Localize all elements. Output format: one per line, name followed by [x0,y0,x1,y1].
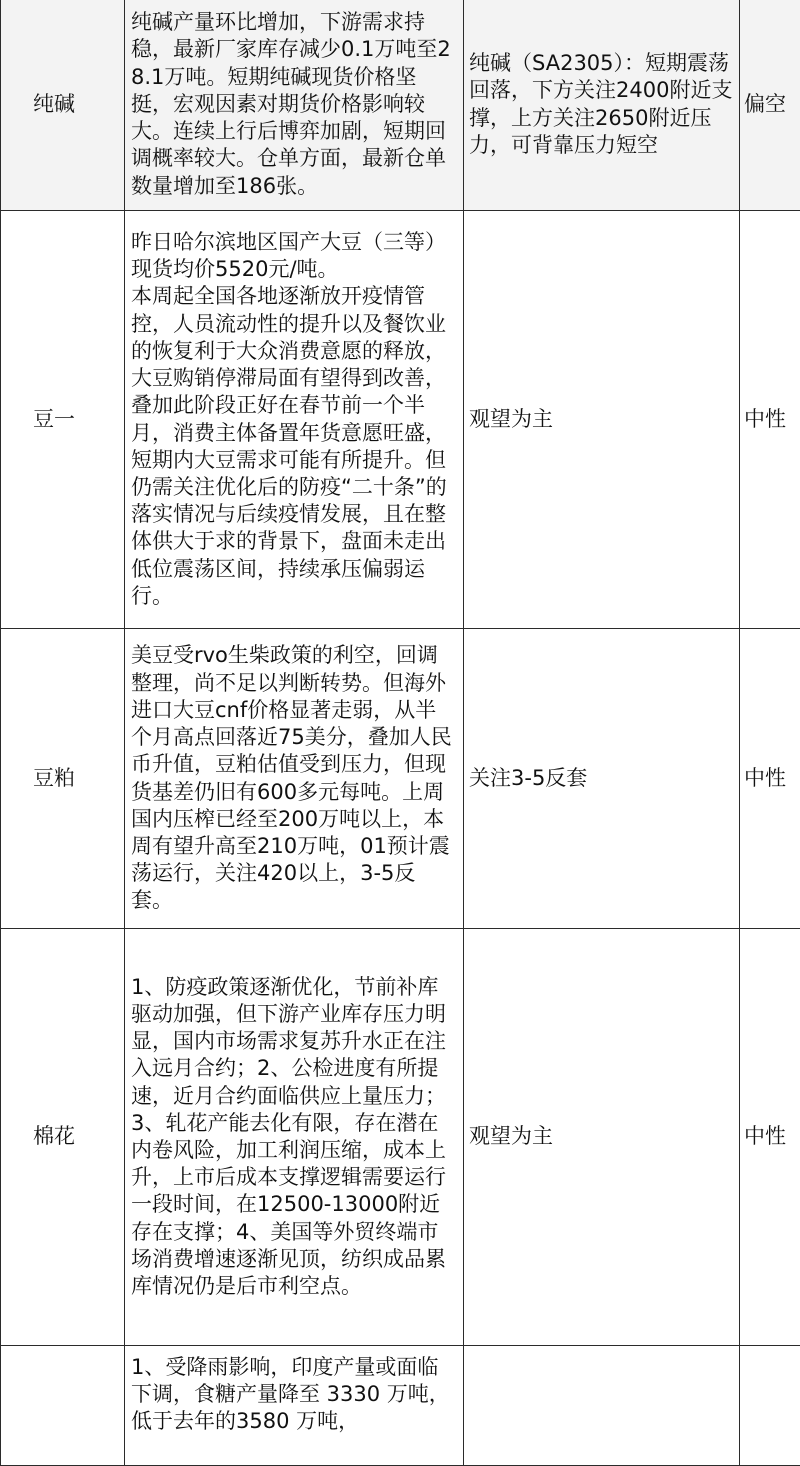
strategy-view: 观望为主 [464,211,740,629]
fundamental-analysis: 昨日哈尔滨地区国产大豆（三等）现货均价5520元/吨。 本周起全国各地逐渐放开疫情管控，人员流动性的提升以及餐饮业的恢复利于大众消费意愿的释放，大豆购销停滞局面有望得到改善，叠加此阶段正好在春节前一个半月，消费主体备置年货意愿旺盛，短期内大豆需求可能有所提升。但仍需关注优化后的防疫“二十条”的落实情况与后续疫情发展，且在整体供大于求的背景下，盘面未走出低位震荡区间，持续承压偏弱运行。 [125,211,464,629]
direction-label: 偏空 [740,0,800,211]
direction-label: 中性 [740,929,800,1346]
product-name: 豆粕 [1,629,125,929]
product-name [1,1346,125,1466]
product-name: 棉花 [1,929,125,1346]
table-row [1,929,800,1346]
strategy-view: 纯碱（SA2305）：短期震荡回落，下方关注2400附近支撑，上方关注2650附近压力，可背靠压力短空 [464,0,740,211]
product-name: 纯碱 [1,0,125,211]
fundamental-analysis: 纯碱产量环比增加，下游需求持稳，最新厂家库存减少0.1万吨至28.1万吨。短期纯碱现货价格坚挺，宏观因素对期货价格影响较大。连续上行后博弈加剧，短期回调概率较大。仓单方面，最新仓单数量增加至186张。 [125,0,464,211]
direction-label: 中性 [740,211,800,629]
fundamental-analysis: 美豆受rvo生柴政策的利空，回调整理，尚不足以判断转势。但海外进口大豆cnf价格显著走弱，从半个月高点回落近75美分，叠加人民币升值，豆粕估值受到压力，但现货基差仍旧有600多元每吨。上周国内压榨已经至200万吨以上，本周有望升高至210万吨，01预计震荡运行，关注420以上，3-5反套。 [125,629,464,929]
strategy-view: 关注3-5反套 [464,629,740,929]
direction-label: 中性 [740,629,800,929]
product-name: 豆一 [1,211,125,629]
fundamental-analysis: 1、防疫政策逐渐优化，节前补库驱动加强，但下游产业库存压力明显，国内市场需求复苏升水正在注入远月合约；2、公检进度有所提速，近月合约面临供应上量压力；3、轧花产能去化有限，存在潜在内卷风险，加工利润压缩，成本上升，上市后成本支撑逻辑需要运行一段时间，在12500-13000附近存在支撑；4、美国等外贸终端市场消费增速逐渐见顶，纺织成品累库情况仍是后市利空点。 [125,929,464,1346]
strategy-view [464,1346,740,1466]
strategy-view: 观望为主 [464,929,740,1346]
fundamental-analysis: 1、受降雨影响，印度产量或面临下调，食糖产量降至 3330 万吨，低于去年的3580 万吨， [125,1346,464,1466]
table-row [1,0,800,211]
direction-label [740,1346,800,1466]
table-row [1,1346,800,1466]
table-row [1,211,800,629]
table-row [1,629,800,929]
